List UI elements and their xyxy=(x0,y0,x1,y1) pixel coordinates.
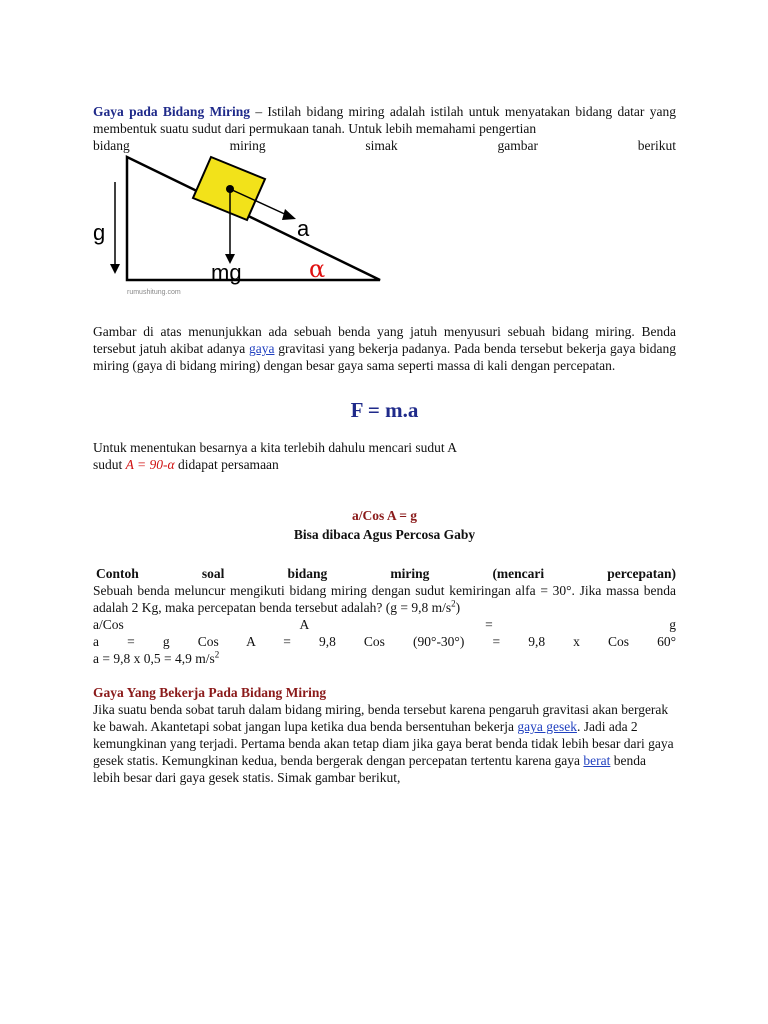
intro-word: miring xyxy=(229,138,266,153)
alpha-label: α xyxy=(309,255,326,283)
angle-suffix: didapat persamaan xyxy=(174,457,279,472)
berat-link[interactable]: berat xyxy=(583,753,611,768)
question-superscript: 2 xyxy=(451,598,456,609)
formula-f-ma: F = m.a xyxy=(350,398,419,422)
example-heading-word: percepatan) xyxy=(607,566,677,581)
acos-token: A xyxy=(299,617,309,632)
example-question xyxy=(93,582,676,616)
result-text: a = 9,8 x 0,5 = 4,9 m/s xyxy=(93,651,215,666)
calc-token: A xyxy=(246,634,256,649)
intro-word: bidang xyxy=(93,138,130,153)
g-arrow-head xyxy=(110,264,120,274)
example-result xyxy=(93,650,676,667)
angle-line-2 xyxy=(93,456,676,473)
calc-token: = xyxy=(492,634,501,649)
intro-dash: – xyxy=(250,104,268,119)
example-heading-word: soal xyxy=(201,566,225,581)
calc-token: 9,8 xyxy=(528,634,546,649)
example-heading-word: miring xyxy=(390,566,430,581)
calc-token: a xyxy=(93,634,99,649)
calc-token: Cos xyxy=(363,634,385,649)
example-heading-word: (mencari xyxy=(492,566,545,581)
calc-token: = xyxy=(283,634,291,649)
a-arrow-head xyxy=(282,209,296,220)
para1-text-rest: gravitasi yang bekerja padanya. Pada benda tersebut bekerja gaya bidang miring (gaya di bidang miring) dengan besar gaya sama seperti massa di kali dengan percepatan. xyxy=(93,341,676,373)
para1-text: Gambar di atas menunjukkan ada sebuah benda yang jatuh menyusuri sebuah bidang miring. Benda tersebut jatuh akibat adanya xyxy=(93,324,676,356)
acos-token: a/Cos xyxy=(93,617,124,632)
intro-word: berikut xyxy=(637,138,677,153)
acos-token: = xyxy=(485,617,493,632)
g-label: g xyxy=(93,220,106,245)
acos-token: g xyxy=(669,617,676,632)
section2-text-c: benda lebih besar dari gaya gesek statis. Simak gambar berikut, xyxy=(93,753,647,785)
a-label: a xyxy=(297,216,310,241)
example-heading-word: Contoh xyxy=(96,566,139,581)
section2-paragraph xyxy=(93,701,676,786)
gaya-gesek-link[interactable]: gaya gesek xyxy=(517,719,577,734)
inclined-plane-diagram xyxy=(93,154,393,304)
example-heading xyxy=(93,565,676,582)
gaya-link[interactable]: gaya xyxy=(248,341,275,356)
angle-line-1: Untuk menentukan besarnya a kita terlebih dahulu mencari sudut A xyxy=(93,440,458,455)
calc-token: x xyxy=(573,634,580,649)
calc-token: g xyxy=(162,634,170,649)
angle-formula: A = 90-α xyxy=(125,457,175,472)
calc-token: 60° xyxy=(657,634,677,649)
formula-acos: a/Cos A = g xyxy=(351,508,418,523)
result-superscript: 2 xyxy=(214,649,220,660)
question-end: ) xyxy=(455,600,461,615)
intro-word: simak xyxy=(365,138,398,153)
calc-token: Cos xyxy=(608,634,630,649)
section2-text-b: . Jadi ada 2 kemungkinan yang terjadi. Pertama benda akan tetap diam jika gaya berat benda tidak lebih besar dari gaya gesek statis. Kemungkinan kedua, benda bergerak dengan percepatan tertentu karena gaya xyxy=(93,719,674,768)
example-calc-line xyxy=(93,633,676,650)
section2-text-a: Jika suatu benda sobat taruh dalam bidang miring, benda tersebut karena pengaruh gravitasi akan bergerak ke bawah. Akantetapi sobat jangan lupa ketika dua benda bersentuhan bekerja xyxy=(93,702,669,734)
calc-token: (90°-30°) xyxy=(413,634,465,649)
example-acos-line xyxy=(93,616,676,633)
intro-paragraph xyxy=(93,103,676,137)
question-text: Sebuah benda meluncur mengikuti bidang miring dengan sudut kemiringan alfa = 30°. Jika massa benda adalah 2 Kg, maka percepatan benda tersebut adalah? (g = 9,8 m/s xyxy=(93,583,676,615)
calc-token: 9,8 xyxy=(318,634,336,649)
mg-label: mg xyxy=(211,260,242,285)
watermark-text: rumushitung.com xyxy=(127,289,181,296)
calc-token: = xyxy=(127,634,135,649)
article-body xyxy=(93,103,676,786)
intro-text: Istilah bidang miring adalah istilah untuk menyatakan bidang datar yang membentuk suatu sudut dari permukaan tanah. Untuk lebih memahami pengertian xyxy=(93,104,676,136)
explanation-paragraph xyxy=(93,323,676,374)
example-heading-word: bidang xyxy=(287,566,328,581)
calc-token: Cos xyxy=(197,634,219,649)
angle-prefix: sudut xyxy=(93,457,126,472)
intro-title: Gaya pada Bidang Miring xyxy=(93,104,251,119)
intro-last-line xyxy=(93,137,676,154)
intro-word: gambar xyxy=(497,138,538,153)
mnemonic-line: Bisa dibaca Agus Percosa Gaby xyxy=(293,527,476,542)
inclined-plane-figure xyxy=(93,154,393,304)
section2-title: Gaya Yang Bekerja Pada Bidang Miring xyxy=(93,685,327,700)
